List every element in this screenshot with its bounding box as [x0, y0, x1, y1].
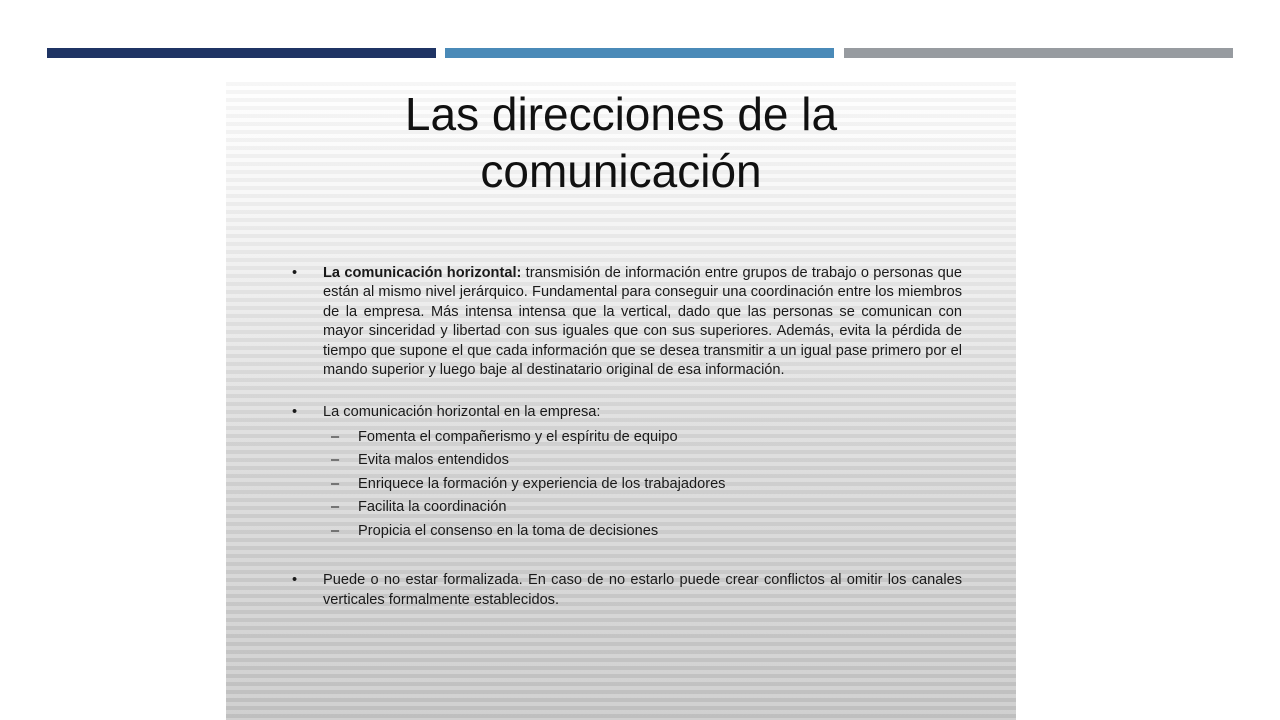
slide-title-line-1: Las direcciones de la: [404, 88, 838, 140]
bullet-body-text: transmisión de información entre grupos de trabajo o personas que están al mismo nivel jerárquico. Fundamental para conseguir una coordinación entre los miembros de la empresa. Más intensa intensa que la vertical, dado que las personas se comunican con mayor sinceridad y libertad con sus iguales que con sus superiores. Además, evita la pérdida de tiempo que supone el que cada información que se desea transmitir a un igual pase primero por el mando superior y luego baje al destinatario original de esa información.: [323, 265, 962, 379]
dash-marker: –: [331, 452, 340, 469]
bullet-company-communication: [292, 403, 962, 422]
dash-marker: –: [331, 522, 340, 539]
dash-marker: –: [331, 475, 340, 492]
sub-item-text: Propicia el consenso en la toma de decisiones: [358, 522, 659, 539]
sub-item-text: Fomenta el compañerismo y el espíritu de equipo: [358, 428, 678, 445]
bullet-dot: •: [292, 265, 298, 281]
bullet-lead-text: La comunicación horizontal:: [323, 265, 522, 281]
bullet-body-text: La comunicación horizontal en la empresa:: [323, 404, 601, 421]
slide-title-line-2: comunicación: [480, 145, 762, 197]
bullet-body-text: Puede o no estar formalizada. En caso de no estarlo puede crear conflictos al omitir los canales verticales formalmente establecidos.: [323, 572, 962, 608]
accent-bar-gray: [844, 48, 1233, 58]
dash-marker: –: [331, 499, 340, 516]
accent-bar-navy: [47, 48, 436, 58]
sub-item: [323, 449, 962, 473]
slide-image: [226, 78, 1016, 720]
sub-item-text: Enriquece la formación y experiencia de los trabajadores: [358, 475, 726, 492]
sub-item: [323, 426, 962, 450]
slide-content: [292, 264, 962, 610]
sub-item-text: Facilita la coordinación: [358, 499, 507, 516]
accent-bar-blue: [445, 48, 834, 58]
bullet-dot: •: [292, 572, 298, 589]
sub-item: [323, 520, 962, 544]
bullet-formalization: [292, 571, 962, 610]
dash-marker: –: [331, 428, 340, 445]
sub-item-text: Evita malos entendidos: [358, 452, 509, 469]
sub-item: [323, 473, 962, 497]
bullet-dot: •: [292, 404, 298, 421]
bullet-horizontal-communication: [292, 264, 962, 380]
sub-item: [323, 496, 962, 520]
slide-title: [226, 86, 1016, 200]
sub-item-list: [292, 426, 962, 544]
